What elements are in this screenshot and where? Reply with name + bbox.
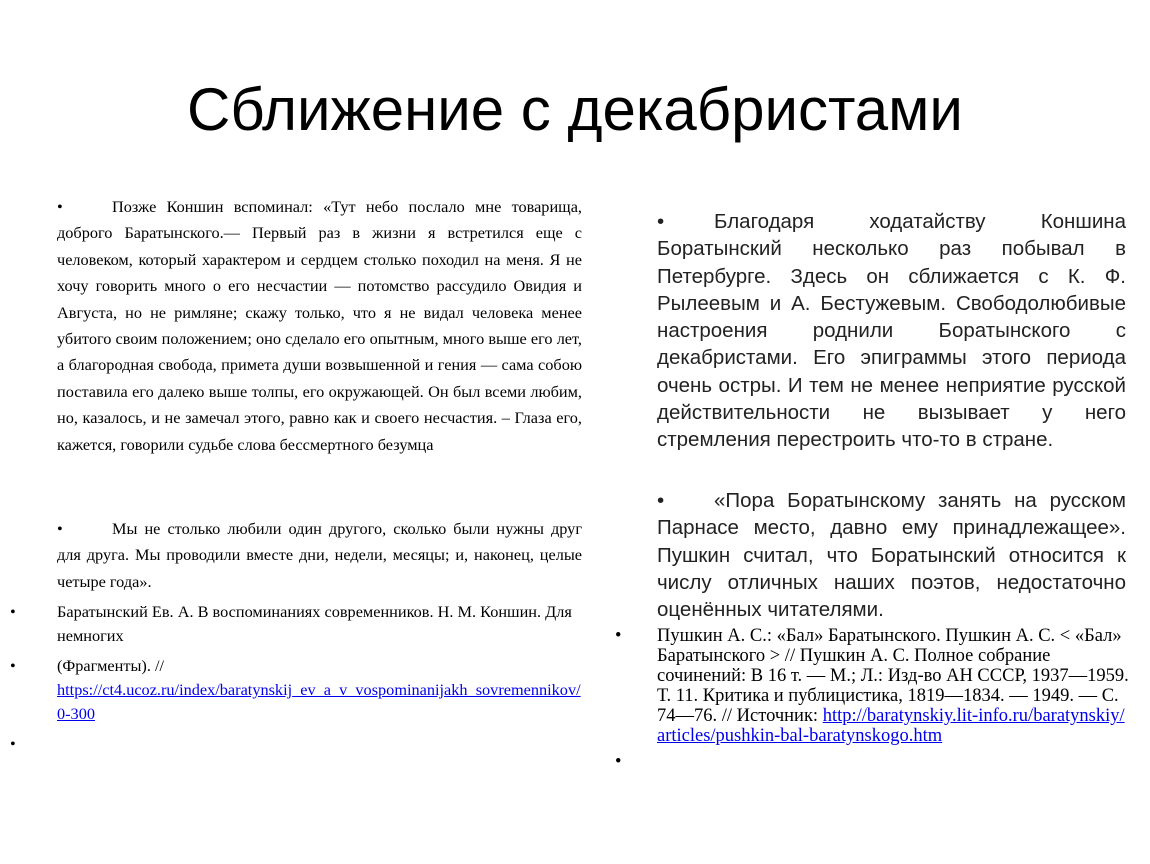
reference-text: Баратынский Ев. А. В воспоминаниях современников. Н. М. Коншин. Для немногих [57,602,572,645]
empty-list-item [615,752,1132,772]
reference-link[interactable]: https://ct4.ucoz.ru/index/baratynskij_ev_a_v_vospominanijakh_sovremennikov/0-300 [57,680,581,723]
bullet: • [57,197,63,216]
bullet: • [10,602,16,621]
quote-text-1: Позже Коншин вспоминал: «Тут небо послало мне товарища, доброго Баратынского.— Первый раз в жизни я встретился еще с человеком, который характером и сердцем столько походил на меня. Я не хочу говорить много о его несчастии — потомство рассудило Овидия и Августа, но не римляне; скажу только, что я не видал человека менее убитого своим положением; оно сделало его опытным, много выше его лет, а благородная свобода, примета души возвышенной и гения — сама собою поставила его далеко выше толпы, его окружающей. Он был всеми любим, но, казалось, и не замечал этого, равно как и своего несчастия. – Глаза его, кажется, говорили судьбе слова бессмертного безумца [57,197,582,454]
quote-block-1 [57,194,582,458]
left-references [10,600,587,756]
reference-text: (Фрагменты). // [57,656,165,675]
bullet: • [10,734,16,753]
bullet: • [10,656,16,675]
quote-block-2 [57,516,582,595]
bullet: • [657,210,665,233]
empty-list-item [10,732,587,756]
right-paragraph-2 [657,487,1126,623]
quote-text-2: Мы не столько любили один другого, сколько были нужны друг для друга. Мы проводили вместе дни, недели, месяцы; и, наконец, целые четыре года». [57,519,582,591]
reference-item [10,600,587,648]
bullet: • [615,626,622,646]
reference-text: Пушкин А. С.: «Бал» Баратынского. Пушкин А. С. < «Бал» Баратынского > // Пушкин А. С. Полное собрание сочинений: В 16 т. — М.; Л.: Изд-во АН СССР, 1937—1959. Т. 11. Критика и публицистика, 1819—1834. — 1949. — С. 74—76. // Источник: [657,626,1129,726]
right-paragraph-1 [657,208,1126,454]
bullet: • [657,489,665,512]
paragraph-text: Благодаря ходатайству Коншина Боратынский несколько раз побывал в Петербурге. Здесь он сближается с К. Ф. Рылеевым и А. Бестужевым. Свободолюбивые настроения роднили Боратынского с декабристами. Его эпиграммы этого периода очень остры. И тем не менее неприятие русской действительности не вызывает у него стремления перестроить что-то в стране. [657,210,1126,452]
paragraph-text: «Пора Боратынскому занять на русском Парнасе место, давно ему принадлежащее». Пушкин считал, что Боратынский относится к числу отличных наших поэтов, недостаточно оценённых читателями. [657,489,1126,622]
reference-item [615,626,1132,746]
reference-item [10,654,587,726]
slide-title: Сближение с декабристами [187,76,963,143]
reference-link[interactable]: http://baratynskiy.lit-info.ru/baratynskiy/articles/pushkin-bal-baratynskogo.htm [657,706,1125,746]
right-references [615,626,1132,772]
bullet: • [615,752,622,772]
bullet: • [57,519,63,538]
